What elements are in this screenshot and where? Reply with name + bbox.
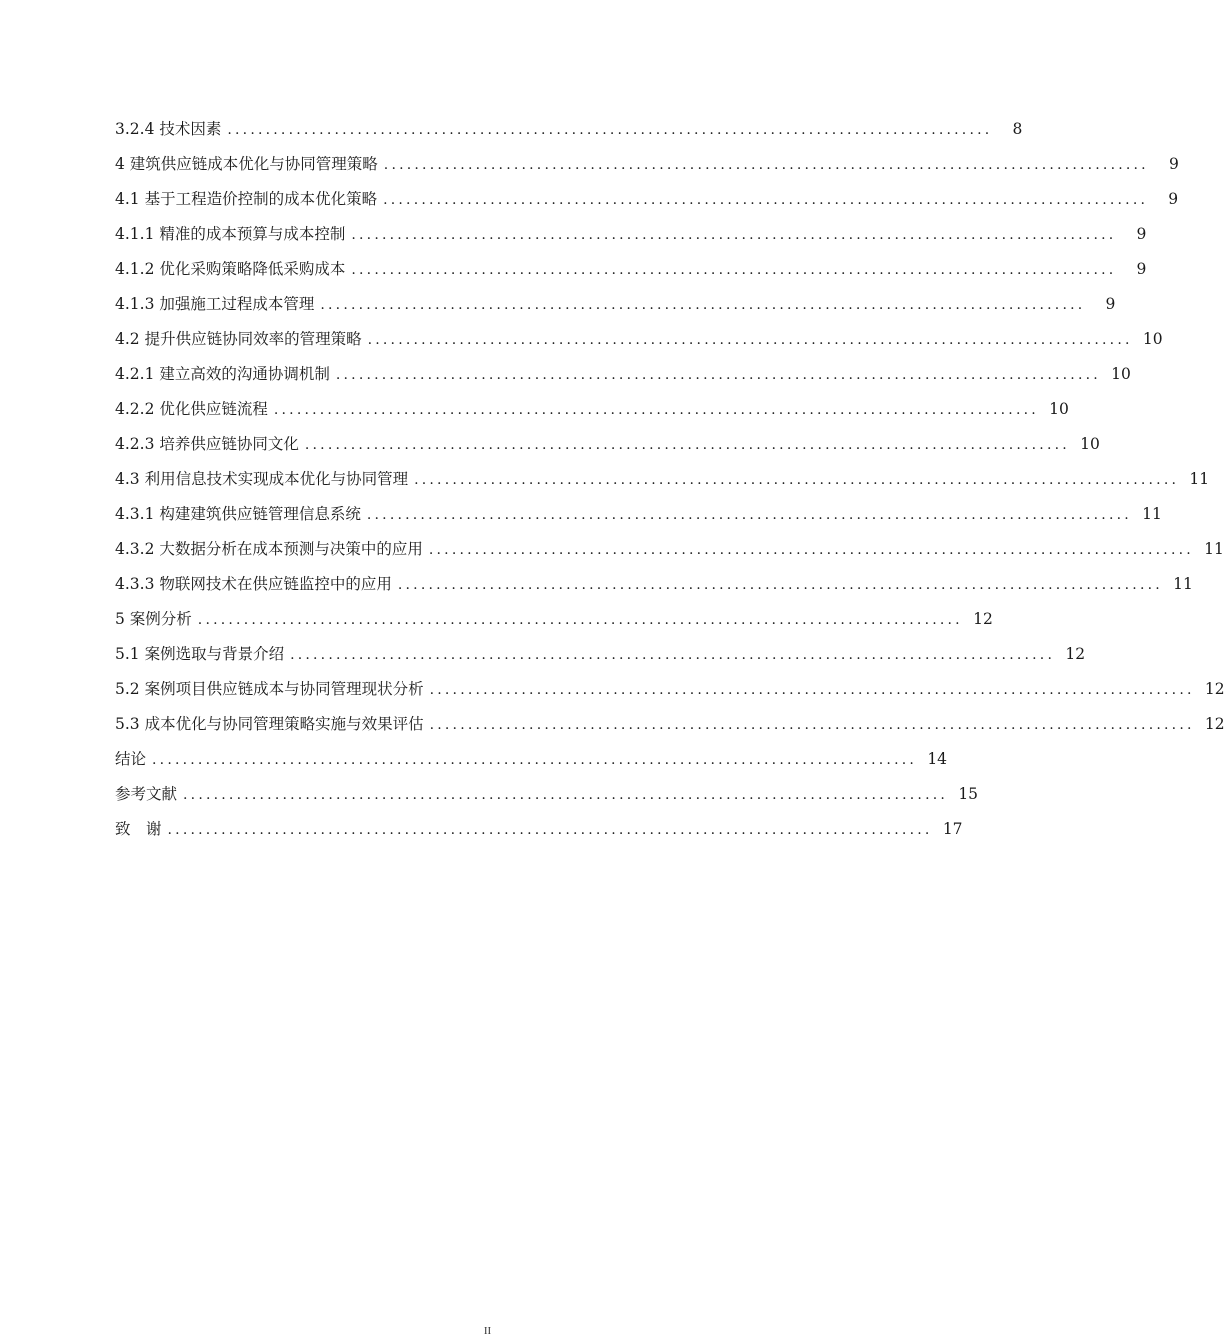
toc-entry[interactable]: [115, 602, 993, 637]
toc-entry-page: 12: [1204, 680, 1225, 698]
toc-entry-page: 14: [927, 750, 948, 768]
toc-entry-title: 5.1 案例选取与背景介绍: [115, 645, 285, 663]
toc-entry[interactable]: [115, 427, 1100, 462]
toc-entry[interactable]: [115, 357, 1131, 392]
toc-entry[interactable]: [115, 217, 1147, 252]
toc-entry[interactable]: [115, 182, 1179, 217]
toc-leader-dots: ....................................................................................................: [304, 437, 1070, 453]
toc-entry-page: 12: [1204, 715, 1225, 733]
toc-entry-title: 4.3.3 物联网技术在供应链监控中的应用: [115, 575, 392, 593]
toc-entry-title: 4.2.2 优化供应链流程: [115, 400, 268, 418]
toc-entry-page: 12: [1065, 645, 1086, 663]
toc-entry-page: 8: [1012, 120, 1023, 138]
toc-leader-dots: ....................................................................................................: [397, 577, 1163, 593]
toc-leader-dots: ....................................................................................................: [367, 332, 1133, 348]
toc-entry-title: 4.1.1 精准的成本预算与成本控制: [115, 225, 346, 243]
toc-entry-page: 10: [1111, 365, 1131, 383]
toc-entry[interactable]: [115, 112, 1023, 147]
toc-entry[interactable]: [115, 567, 1193, 602]
page-number: II: [483, 1325, 492, 1337]
toc-entry-page: 12: [973, 610, 993, 628]
toc-entry-page: 9: [1136, 225, 1147, 243]
toc-entry[interactable]: [115, 672, 1225, 707]
toc-entry-page: 9: [1168, 155, 1179, 173]
toc-leader-dots: ....................................................................................................: [429, 717, 1195, 733]
toc-entry[interactable]: [115, 147, 1179, 182]
toc-leader-dots: ....................................................................................................: [383, 192, 1149, 208]
toc-entry-title: 5.3 成本优化与协同管理策略实施与效果评估: [115, 715, 424, 733]
toc-entry-page: 9: [1168, 190, 1179, 208]
toc-leader-dots: ....................................................................................................: [152, 752, 918, 768]
toc-entry-title: 4.1 基于工程造价控制的成本优化策略: [115, 190, 378, 208]
toc-entry-title: 4.3.2 大数据分析在成本预测与决策中的应用: [115, 540, 423, 558]
toc-entry-page: 9: [1105, 295, 1116, 313]
toc-entry[interactable]: [115, 532, 1224, 567]
toc-entry[interactable]: [115, 462, 1210, 497]
toc-leader-dots: ....................................................................................................: [351, 227, 1117, 243]
toc-leader-dots: ....................................................................................................: [167, 822, 933, 838]
toc-entry-page: 10: [1049, 400, 1069, 418]
toc-entry-title: 3.2.4 技术因素: [115, 120, 222, 138]
toc-entry-title: 4.2.1 建立高效的沟通协调机制: [115, 365, 330, 383]
toc-entry[interactable]: [115, 287, 1116, 322]
toc-entry-title: 4.3.1 构建建筑供应链管理信息系统: [115, 505, 361, 523]
toc-leader-dots: ....................................................................................................: [366, 507, 1132, 523]
toc-leader-dots: ....................................................................................................: [320, 297, 1086, 313]
toc-entry[interactable]: [115, 742, 948, 777]
toc-leader-dots: ....................................................................................................: [290, 647, 1056, 663]
toc-leader-dots: ....................................................................................................: [429, 682, 1195, 698]
toc-entry-page: 11: [1142, 505, 1162, 523]
toc-entry-page: 11: [1173, 575, 1193, 593]
toc-entry[interactable]: [115, 707, 1225, 742]
toc-entry[interactable]: [115, 497, 1162, 532]
toc-entry-title: 结论: [115, 750, 147, 768]
toc-entry-page: 10: [1080, 435, 1100, 453]
toc-entry-page: 10: [1142, 330, 1163, 348]
toc-entry-title: 5 案例分析: [115, 610, 192, 628]
toc-leader-dots: ....................................................................................................: [183, 787, 949, 803]
toc-entry[interactable]: [115, 392, 1069, 427]
table-of-contents: [115, 112, 1225, 847]
toc-leader-dots: ....................................................................................................: [335, 367, 1101, 383]
toc-leader-dots: ....................................................................................................: [227, 122, 993, 138]
toc-entry-title: 4.1.3 加强施工过程成本管理: [115, 295, 315, 313]
toc-leader-dots: ....................................................................................................: [351, 262, 1117, 278]
toc-entry-page: 17: [942, 820, 963, 838]
toc-leader-dots: ....................................................................................................: [383, 157, 1149, 173]
toc-entry[interactable]: [115, 812, 963, 847]
toc-entry-title: 参考文献: [115, 785, 178, 803]
toc-leader-dots: ....................................................................................................: [273, 402, 1039, 418]
toc-entry[interactable]: [115, 777, 979, 812]
toc-entry-title: 4.1.2 优化采购策略降低采购成本: [115, 260, 346, 278]
toc-entry-title: 4.2.3 培养供应链协同文化: [115, 435, 299, 453]
toc-entry-page: 9: [1136, 260, 1147, 278]
toc-leader-dots: ....................................................................................................: [414, 472, 1180, 488]
toc-entry-title: 4.3 利用信息技术实现成本优化与协同管理: [115, 470, 409, 488]
toc-entry-page: 11: [1189, 470, 1210, 488]
toc-entry-page: 11: [1204, 540, 1224, 558]
toc-leader-dots: ....................................................................................................: [197, 612, 963, 628]
toc-entry-page: 15: [958, 785, 979, 803]
toc-entry[interactable]: [115, 322, 1163, 357]
toc-entry-title: 5.2 案例项目供应链成本与协同管理现状分析: [115, 680, 424, 698]
toc-entry-title: 4.2 提升供应链协同效率的管理策略: [115, 330, 362, 348]
toc-leader-dots: ....................................................................................................: [428, 542, 1194, 558]
toc-entry[interactable]: [115, 252, 1147, 287]
toc-entry-title: 致 谢: [115, 820, 162, 838]
toc-entry-title: 4 建筑供应链成本优化与协同管理策略: [115, 155, 378, 173]
toc-entry[interactable]: [115, 637, 1086, 672]
